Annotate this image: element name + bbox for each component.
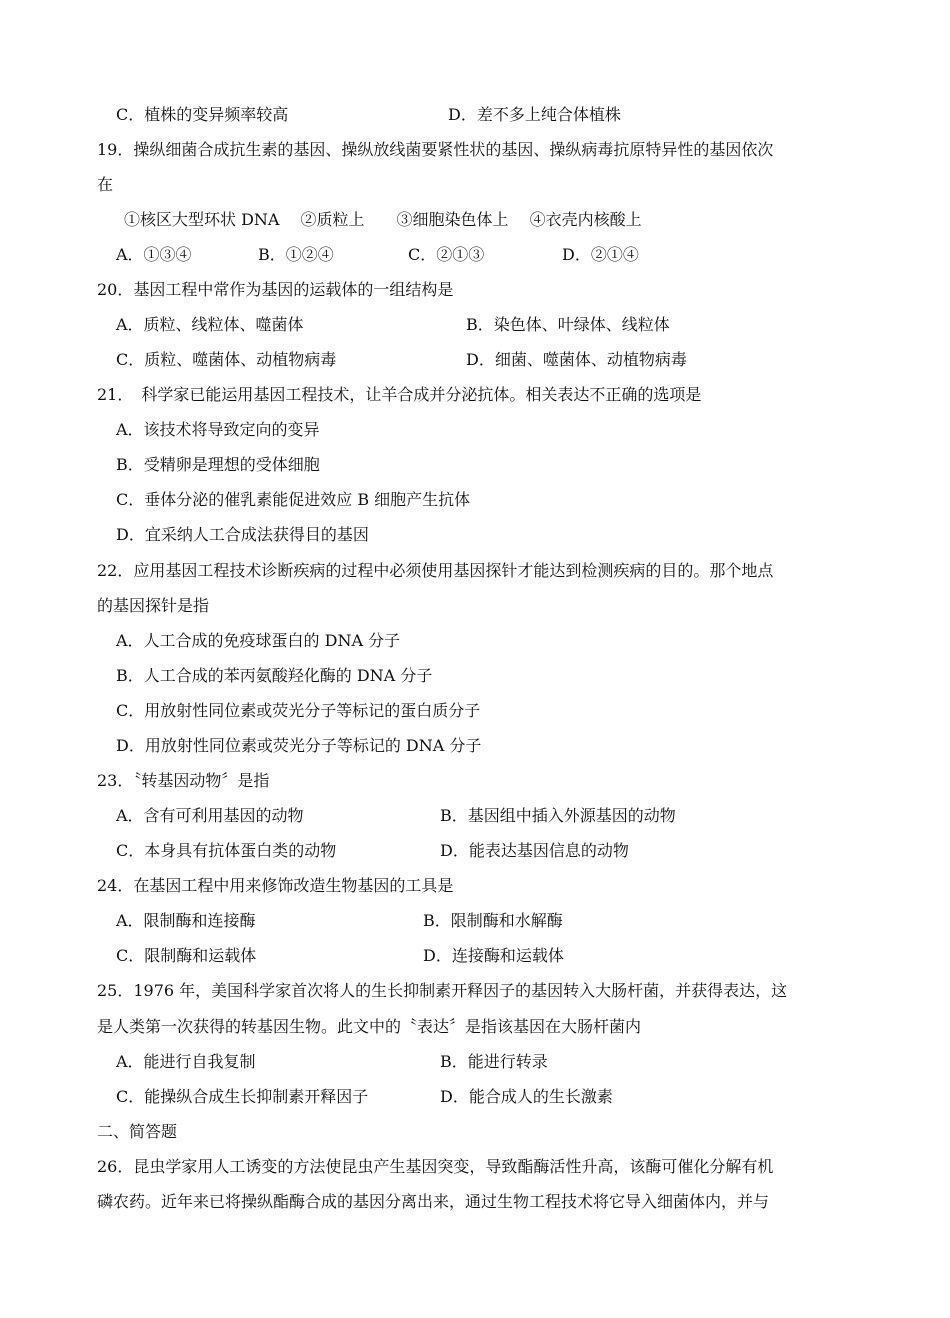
q19-option-b: B．①②④ — [258, 245, 334, 264]
q22-option-b: B．人工合成的苯丙氨酸羟化酶的 DNA 分子 — [116, 666, 433, 685]
q25-option-b: B．能进行转录 — [440, 1052, 548, 1071]
section-heading: 二、简答题 — [97, 1122, 178, 1141]
q24-option-a: A．限制酶和连接酶 — [116, 911, 256, 930]
q19-option-a: A．①③④ — [116, 245, 192, 264]
q20-stem: 20．基因工程中常作为基因的运载体的一组结构是 — [97, 280, 454, 299]
q25-stem-line2: 是人类第一次获得的转基因生物。此文中的〝表达〞是指该基因在大肠杆菌内 — [97, 1017, 642, 1036]
q19-option-c: C．②①③ — [408, 245, 485, 264]
q21-option-d: D．宜采纳人工合成法获得目的基因 — [116, 525, 369, 544]
q24-option-d: D．连接酶和运载体 — [423, 946, 564, 965]
q21-option-b: B．受精卵是理想的受体细胞 — [116, 455, 320, 474]
q19-stem-line2: 在 — [97, 175, 114, 194]
q24-option-b: B．限制酶和水解酶 — [423, 911, 563, 930]
q24-stem: 24．在基因工程中用来修饰改造生物基因的工具是 — [97, 876, 454, 895]
q24-option-c: C．限制酶和运载体 — [116, 946, 257, 965]
q20-option-d: D．细菌、噬菌体、动植物病毒 — [466, 350, 687, 369]
q22-option-c: C．用放射性同位素或荧光分子等标记的蛋白质分子 — [116, 701, 481, 720]
q23-option-c: C．本身具有抗体蛋白类的动物 — [116, 841, 337, 860]
q22-stem-line1: 22．应用基因工程技术诊断疾病的过程中必须使用基因探针才能达到检测疾病的目的。那个地点 — [97, 561, 774, 580]
q18-option-c: C．植株的变异频率较高 — [116, 105, 289, 124]
q23-option-b: B．基因组中插入外源基因的动物 — [440, 806, 676, 825]
q20-option-b: B．染色体、叶绿体、线粒体 — [466, 315, 670, 334]
q23-option-d: D．能表达基因信息的动物 — [440, 841, 629, 860]
q23-stem: 23．〝转基因动物〞是指 — [97, 771, 270, 790]
q19-items: ①核区大型环状 DNA ②质粒上 ③细胞染色体上 ④衣壳内核酸上 — [124, 210, 642, 229]
q25-option-a: A．能进行自我复制 — [116, 1052, 256, 1071]
q22-option-a: A．人工合成的免疫球蛋白的 DNA 分子 — [116, 631, 401, 650]
q26-line2: 磷农药。近年来已将操纵酯酶合成的基因分离出来，通过生物工程技术将它导入细菌体内，并与 — [97, 1192, 770, 1211]
q22-stem-line2: 的基因探针是指 — [97, 596, 210, 615]
q18-option-d: D．差不多上纯合体植株 — [448, 105, 621, 124]
q21-option-c: C．垂体分泌的催乳素能促进效应 B 细胞产生抗体 — [116, 490, 471, 509]
q20-option-c: C．质粒、噬菌体、动植物病毒 — [116, 350, 337, 369]
q25-option-c: C．能操纵合成生长抑制素开释因子 — [116, 1087, 369, 1106]
q25-stem-line1: 25．1976 年，美国科学家首次将人的生长抑制素开释因子的基因转入大肠杆菌，并获得表达，这 — [97, 981, 788, 1000]
q19-option-d: D．②①④ — [562, 245, 639, 264]
q21-stem: 21． 科学家已能运用基因工程技术，让羊合成并分泌抗体。相关表达不正确的选项是 — [97, 385, 702, 404]
q25-option-d: D．能合成人的生长激素 — [440, 1087, 613, 1106]
q20-option-a: A．质粒、线粒体、噬菌体 — [116, 315, 304, 334]
q22-option-d: D．用放射性同位素或荧光分子等标记的 DNA 分子 — [116, 736, 482, 755]
q19-stem-line1: 19．操纵细菌合成抗生素的基因、操纵放线菌要紧性状的基因、操纵病毒抗原特异性的基因依次 — [97, 140, 774, 159]
q23-option-a: A．含有可利用基因的动物 — [116, 806, 304, 825]
q26-line1: 26．昆虫学家用人工诱变的方法使昆虫产生基因突变，导致酯酶活性升高，该酶可催化分解有机 — [97, 1157, 774, 1176]
q21-option-a: A．该技术将导致定向的变异 — [116, 420, 320, 439]
